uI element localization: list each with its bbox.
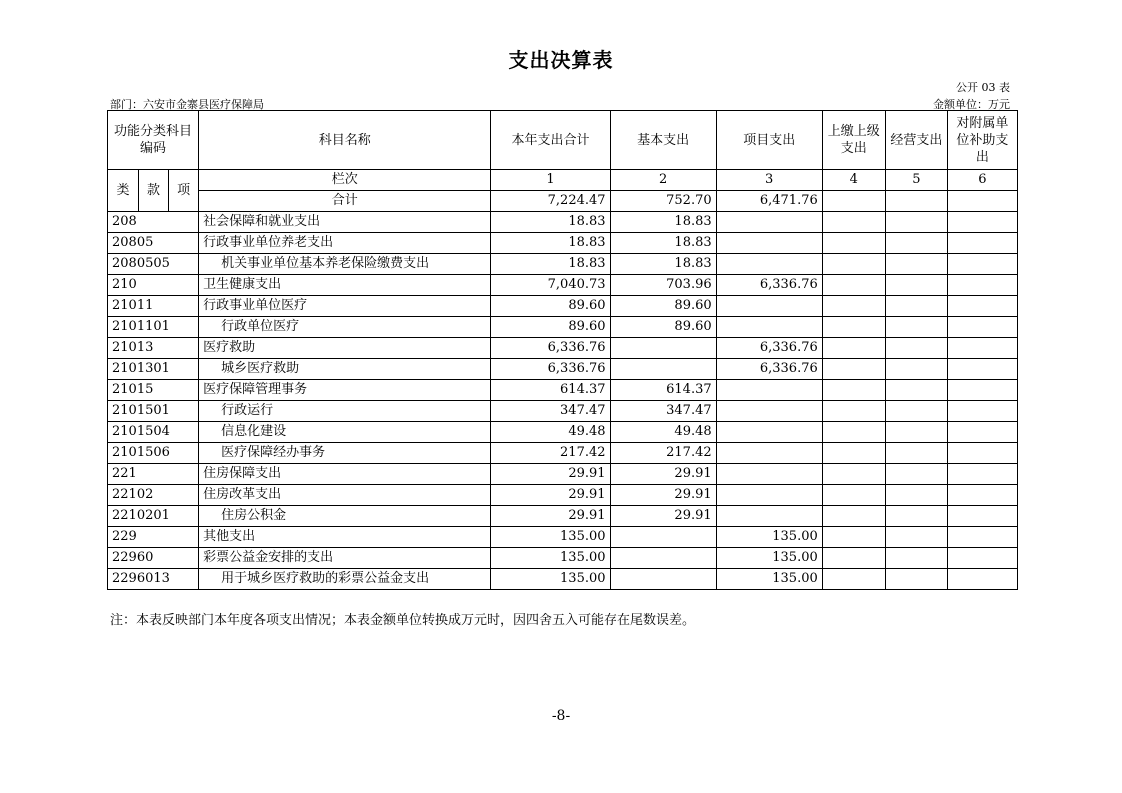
row-basic: 18.83 <box>610 254 716 275</box>
row-subsidy <box>947 233 1017 254</box>
row-subsidy <box>947 254 1017 275</box>
row-total: 7,040.73 <box>491 275 610 296</box>
row-basic: 703.96 <box>610 275 716 296</box>
row-upper <box>822 485 885 506</box>
row-code: 22960 <box>108 548 199 569</box>
row-code: 2101501 <box>108 401 199 422</box>
row-name: 住房保障支出 <box>199 464 491 485</box>
row-total: 135.00 <box>491 548 610 569</box>
row-total: 347.47 <box>491 401 610 422</box>
row-total: 18.83 <box>491 212 610 233</box>
row-name: 城乡医疗救助 <box>199 359 491 380</box>
row-upper <box>822 569 885 590</box>
row-upper <box>822 359 885 380</box>
row-basic: 29.91 <box>610 464 716 485</box>
row-upper <box>822 443 885 464</box>
row-basic: 614.37 <box>610 380 716 401</box>
column-number-6: 6 <box>947 170 1017 191</box>
row-subsidy <box>947 359 1017 380</box>
row-subsidy <box>947 296 1017 317</box>
row-business <box>885 254 947 275</box>
row-business <box>885 275 947 296</box>
row-upper <box>822 254 885 275</box>
row-code: 210 <box>108 275 199 296</box>
row-name: 住房公积金 <box>199 506 491 527</box>
row-business <box>885 485 947 506</box>
row-subsidy <box>947 401 1017 422</box>
row-name: 社会保障和就业支出 <box>199 212 491 233</box>
table-row <box>108 254 1018 275</box>
row-name: 行政运行 <box>199 401 491 422</box>
row-total: 18.83 <box>491 233 610 254</box>
expenditure-table <box>107 110 1018 590</box>
row-business <box>885 338 947 359</box>
row-subsidy <box>947 317 1017 338</box>
row-total: 49.48 <box>491 422 610 443</box>
row-subsidy <box>947 464 1017 485</box>
row-business <box>885 464 947 485</box>
row-basic: 89.60 <box>610 317 716 338</box>
row-subsidy <box>947 338 1017 359</box>
table-row <box>108 233 1018 254</box>
table-row <box>108 464 1018 485</box>
row-basic <box>610 548 716 569</box>
total-project: 6,471.76 <box>716 191 822 212</box>
table-header-row <box>108 111 1018 170</box>
column-number-4: 4 <box>822 170 885 191</box>
row-project <box>716 506 822 527</box>
row-project <box>716 296 822 317</box>
row-business <box>885 569 947 590</box>
row-code: 229 <box>108 527 199 548</box>
column-number-3: 3 <box>716 170 822 191</box>
row-basic: 49.48 <box>610 422 716 443</box>
row-project <box>716 401 822 422</box>
header-upper: 上缴上级支出 <box>822 111 885 170</box>
row-project <box>716 422 822 443</box>
column-number-5: 5 <box>885 170 947 191</box>
row-total: 135.00 <box>491 527 610 548</box>
row-upper <box>822 296 885 317</box>
row-project: 135.00 <box>716 548 822 569</box>
header-lei: 类 <box>108 170 139 212</box>
row-project <box>716 317 822 338</box>
row-total: 29.91 <box>491 485 610 506</box>
row-upper <box>822 506 885 527</box>
row-business <box>885 401 947 422</box>
row-subsidy <box>947 506 1017 527</box>
footnote: 注：本表反映部门本年度各项支出情况；本表金额单位转换成万元时，因四舍五入可能存在尾数误差。 <box>110 613 696 628</box>
table-row <box>108 338 1018 359</box>
row-upper <box>822 275 885 296</box>
table-row <box>108 296 1018 317</box>
row-subsidy <box>947 569 1017 590</box>
table-row <box>108 380 1018 401</box>
row-name: 医疗救助 <box>199 338 491 359</box>
row-name: 行政单位医疗 <box>199 317 491 338</box>
row-code: 208 <box>108 212 199 233</box>
row-business <box>885 233 947 254</box>
row-upper <box>822 548 885 569</box>
row-basic <box>610 527 716 548</box>
header-total: 本年支出合计 <box>491 111 610 170</box>
row-total: 217.42 <box>491 443 610 464</box>
row-business <box>885 443 947 464</box>
row-basic: 89.60 <box>610 296 716 317</box>
row-name: 行政事业单位养老支出 <box>199 233 491 254</box>
row-project: 6,336.76 <box>716 275 822 296</box>
row-business <box>885 506 947 527</box>
row-subsidy <box>947 527 1017 548</box>
row-project: 6,336.76 <box>716 359 822 380</box>
row-upper <box>822 233 885 254</box>
row-total: 6,336.76 <box>491 338 610 359</box>
row-code: 21015 <box>108 380 199 401</box>
row-name: 其他支出 <box>199 527 491 548</box>
table-row <box>108 401 1018 422</box>
table-row <box>108 275 1018 296</box>
row-project <box>716 485 822 506</box>
row-code: 21013 <box>108 338 199 359</box>
row-basic <box>610 569 716 590</box>
row-project: 6,336.76 <box>716 338 822 359</box>
row-business <box>885 317 947 338</box>
header-func-code: 功能分类科目编码 <box>108 111 199 170</box>
row-project: 135.00 <box>716 569 822 590</box>
header-basic: 基本支出 <box>610 111 716 170</box>
row-project <box>716 233 822 254</box>
table-row <box>108 485 1018 506</box>
row-code: 2101506 <box>108 443 199 464</box>
page-title: 支出决算表 <box>508 48 614 72</box>
row-total: 89.60 <box>491 296 610 317</box>
row-total: 135.00 <box>491 569 610 590</box>
row-code: 2101504 <box>108 422 199 443</box>
row-name: 卫生健康支出 <box>199 275 491 296</box>
row-code: 2101101 <box>108 317 199 338</box>
total-label: 合计 <box>199 191 491 212</box>
row-subsidy <box>947 548 1017 569</box>
row-code: 21011 <box>108 296 199 317</box>
row-project <box>716 464 822 485</box>
row-subsidy <box>947 485 1017 506</box>
column-number-1: 1 <box>491 170 610 191</box>
table-body <box>108 212 1018 590</box>
total-row <box>108 191 1018 212</box>
table-row <box>108 506 1018 527</box>
row-basic: 29.91 <box>610 485 716 506</box>
row-project <box>716 443 822 464</box>
row-upper <box>822 380 885 401</box>
table-row <box>108 527 1018 548</box>
row-code: 2101301 <box>108 359 199 380</box>
row-business <box>885 380 947 401</box>
row-basic: 29.91 <box>610 506 716 527</box>
row-code: 22102 <box>108 485 199 506</box>
row-basic: 18.83 <box>610 212 716 233</box>
header-kuan: 款 <box>139 170 169 212</box>
table-row <box>108 317 1018 338</box>
row-code: 20805 <box>108 233 199 254</box>
form-number: 公开 03 表 <box>956 81 1010 94</box>
column-label: 栏次 <box>199 170 491 191</box>
row-subsidy <box>947 212 1017 233</box>
row-name: 用于城乡医疗救助的彩票公益金支出 <box>199 569 491 590</box>
row-upper <box>822 401 885 422</box>
header-xiang: 项 <box>169 170 199 212</box>
amount-unit-label: 金额单位：万元 <box>933 98 1010 111</box>
column-number-row <box>108 170 1018 191</box>
row-name: 医疗保障经办事务 <box>199 443 491 464</box>
total-total: 7,224.47 <box>491 191 610 212</box>
header-subsidy: 对附属单位补助支出 <box>947 111 1017 170</box>
row-upper <box>822 464 885 485</box>
row-basic <box>610 359 716 380</box>
row-business <box>885 296 947 317</box>
row-business <box>885 548 947 569</box>
row-business <box>885 359 947 380</box>
row-basic: 217.42 <box>610 443 716 464</box>
department-label: 部门：六安市金寨县医疗保障局 <box>110 98 264 111</box>
row-name: 信息化建设 <box>199 422 491 443</box>
row-project <box>716 254 822 275</box>
row-upper <box>822 317 885 338</box>
row-upper <box>822 527 885 548</box>
row-project: 135.00 <box>716 527 822 548</box>
total-basic: 752.70 <box>610 191 716 212</box>
row-name: 医疗保障管理事务 <box>199 380 491 401</box>
row-subsidy <box>947 380 1017 401</box>
row-business <box>885 212 947 233</box>
row-code: 2296013 <box>108 569 199 590</box>
table-row <box>108 422 1018 443</box>
row-project <box>716 212 822 233</box>
table-row <box>108 212 1018 233</box>
row-project <box>716 380 822 401</box>
header-project: 项目支出 <box>716 111 822 170</box>
row-basic <box>610 338 716 359</box>
row-basic: 18.83 <box>610 233 716 254</box>
row-code: 2080505 <box>108 254 199 275</box>
row-total: 89.60 <box>491 317 610 338</box>
row-subsidy <box>947 443 1017 464</box>
table-row <box>108 359 1018 380</box>
row-basic: 347.47 <box>610 401 716 422</box>
row-total: 614.37 <box>491 380 610 401</box>
row-subsidy <box>947 422 1017 443</box>
table-row <box>108 443 1018 464</box>
total-upper <box>822 191 885 212</box>
row-total: 6,336.76 <box>491 359 610 380</box>
row-total: 29.91 <box>491 506 610 527</box>
header-business: 经营支出 <box>885 111 947 170</box>
row-upper <box>822 422 885 443</box>
row-total: 18.83 <box>491 254 610 275</box>
row-business <box>885 422 947 443</box>
row-upper <box>822 212 885 233</box>
header-subject-name: 科目名称 <box>199 111 491 170</box>
total-subsidy <box>947 191 1017 212</box>
page-number: -8- <box>551 708 571 724</box>
row-code: 2210201 <box>108 506 199 527</box>
row-name: 行政事业单位医疗 <box>199 296 491 317</box>
total-business <box>885 191 947 212</box>
table-row <box>108 548 1018 569</box>
table-row <box>108 569 1018 590</box>
row-name: 机关事业单位基本养老保险缴费支出 <box>199 254 491 275</box>
row-upper <box>822 338 885 359</box>
row-business <box>885 527 947 548</box>
row-name: 住房改革支出 <box>199 485 491 506</box>
row-code: 221 <box>108 464 199 485</box>
column-number-2: 2 <box>610 170 716 191</box>
row-subsidy <box>947 275 1017 296</box>
row-name: 彩票公益金安排的支出 <box>199 548 491 569</box>
row-total: 29.91 <box>491 464 610 485</box>
